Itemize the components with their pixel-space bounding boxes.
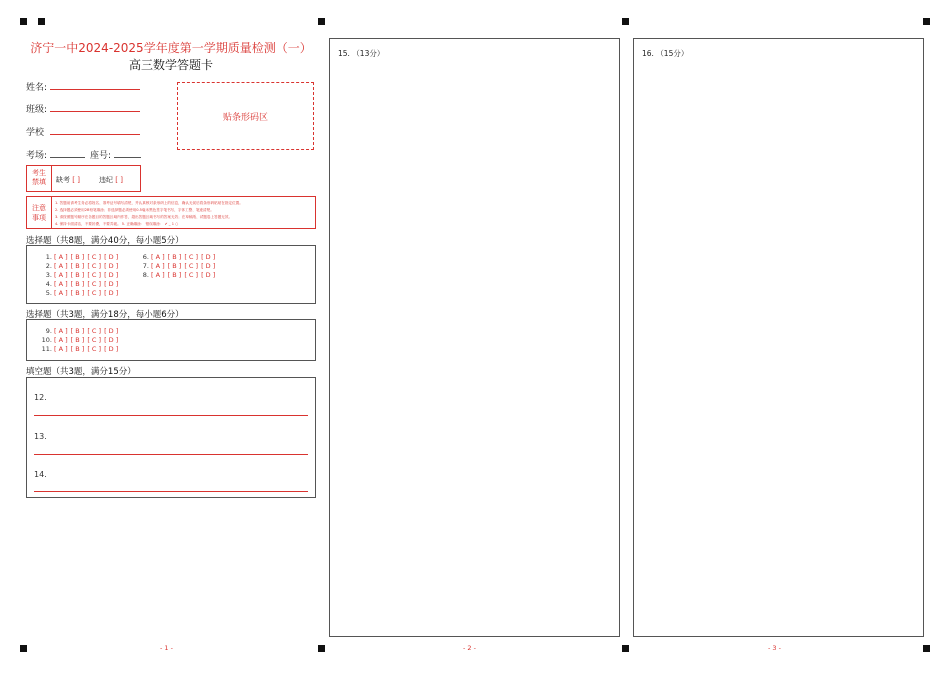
question-row: 8. [ A ] [ B ] [ C ] [ D ]	[142, 271, 216, 279]
barcode-area	[177, 82, 314, 150]
absent-label: 缺考	[56, 176, 70, 184]
registration-mark	[622, 645, 629, 652]
option-c[interactable]: [ C ]	[184, 262, 199, 270]
page-number-2: - 2 -	[463, 644, 476, 652]
option-c[interactable]: [ C ]	[87, 280, 102, 288]
class-label: 班级:	[26, 105, 48, 115]
choice-section-1-title: 选择题（共8题，满分40分，每小题5分）	[26, 236, 184, 246]
notice-label: 注意事项	[32, 204, 46, 222]
seat-field[interactable]	[114, 157, 141, 158]
notice-divider	[51, 197, 52, 228]
violation-label: 违纪	[99, 176, 113, 184]
choice-section-2-box	[26, 319, 316, 361]
option-d[interactable]: [ D ]	[201, 262, 216, 270]
option-a[interactable]: [ A ]	[151, 271, 165, 279]
name-label: 姓名:	[26, 83, 48, 93]
fill-question-number: 13.	[34, 432, 47, 441]
option-c[interactable]: [ C ]	[87, 345, 102, 353]
option-c[interactable]: [ C ]	[87, 262, 102, 270]
option-d[interactable]: [ D ]	[104, 336, 119, 344]
option-c[interactable]: [ C ]	[184, 271, 199, 279]
question-row: 2. [ A ] [ B ] [ C ] [ D ]	[45, 262, 119, 270]
option-a[interactable]: [ A ]	[54, 262, 68, 270]
answer-panel-15[interactable]	[329, 38, 620, 637]
option-a[interactable]: [ A ]	[54, 327, 68, 335]
exam-room-label: 考场:	[26, 151, 48, 161]
registration-mark	[38, 18, 45, 25]
question-row: 5. [ A ] [ B ] [ C ] [ D ]	[45, 289, 119, 297]
option-c[interactable]: [ C ]	[87, 253, 102, 261]
registration-mark	[20, 18, 27, 25]
question-row: 4. [ A ] [ B ] [ C ] [ D ]	[45, 280, 119, 288]
fill-question-number: 12.	[34, 393, 47, 402]
question-row: 11. [ A ] [ B ] [ C ] [ D ]	[41, 345, 119, 353]
page-number-1: - 1 -	[160, 644, 173, 652]
option-d[interactable]: [ D ]	[201, 253, 216, 261]
option-a[interactable]: [ A ]	[54, 345, 68, 353]
option-c[interactable]: [ C ]	[87, 271, 102, 279]
name-field[interactable]	[50, 89, 140, 90]
absent-checkbox[interactable]: [ ]	[72, 176, 80, 184]
option-d[interactable]: [ D ]	[201, 271, 216, 279]
registration-mark	[318, 645, 325, 652]
option-a[interactable]: [ A ]	[54, 289, 68, 297]
registration-mark	[923, 645, 930, 652]
option-b[interactable]: [ B ]	[167, 253, 182, 261]
option-d[interactable]: [ D ]	[104, 289, 119, 297]
option-b[interactable]: [ B ]	[167, 271, 182, 279]
option-a[interactable]: [ A ]	[54, 336, 68, 344]
option-a[interactable]: [ A ]	[54, 280, 68, 288]
registration-mark	[923, 18, 930, 25]
option-d[interactable]: [ D ]	[104, 327, 119, 335]
question-row: 9. [ A ] [ B ] [ C ] [ D ]	[45, 327, 119, 335]
option-b[interactable]: [ B ]	[167, 262, 182, 270]
option-c[interactable]: [ C ]	[87, 327, 102, 335]
option-d[interactable]: [ D ]	[104, 280, 119, 288]
exam-title: 济宁一中2024-2025学年度第一学期质量检测（一）	[30, 41, 312, 55]
option-a[interactable]: [ A ]	[151, 262, 165, 270]
option-b[interactable]: [ B ]	[70, 253, 85, 261]
notice-line: 2. 选择题必须使用2B铅笔填涂；非选择题必须使用0.5毫米黑色签字笔书写，字体工整、笔迹清楚。	[55, 208, 214, 212]
fill-answer-line-13[interactable]	[34, 454, 308, 455]
option-b[interactable]: [ B ]	[70, 345, 85, 353]
question-16-label: 16. （15分）	[642, 49, 689, 58]
exam-room-field[interactable]	[50, 157, 85, 158]
question-row: 6. [ A ] [ B ] [ C ] [ D ]	[142, 253, 216, 261]
answer-sheet-subtitle: 高三数学答题卡	[128, 58, 213, 72]
notice-text	[55, 200, 243, 228]
question-row: 7. [ A ] [ B ] [ C ] [ D ]	[142, 262, 216, 270]
class-field[interactable]	[50, 111, 140, 112]
question-row: 3. [ A ] [ B ] [ C ] [ D ]	[45, 271, 119, 279]
option-d[interactable]: [ D ]	[104, 253, 119, 261]
notice-line: 3. 请按照题号顺序在各题目的答题区域内作答，超出答题区域书写的答案无效；在草稿纸、试题卷上答题无效。	[55, 215, 233, 219]
answer-panel-16[interactable]	[633, 38, 924, 637]
option-b[interactable]: [ B ]	[70, 336, 85, 344]
fill-question-number: 14.	[34, 470, 47, 479]
status-divider	[51, 166, 52, 191]
fill-section-box	[26, 377, 316, 498]
option-d[interactable]: [ D ]	[104, 262, 119, 270]
seat-label: 座号:	[90, 151, 112, 161]
status-box	[26, 165, 141, 192]
option-b[interactable]: [ B ]	[70, 262, 85, 270]
option-c[interactable]: [ C ]	[184, 253, 199, 261]
option-a[interactable]: [ A ]	[54, 271, 68, 279]
question-row: 1. [ A ] [ B ] [ C ] [ D ]	[45, 253, 119, 261]
page-number-3: - 3 -	[768, 644, 781, 652]
fill-answer-line-12[interactable]	[34, 415, 308, 416]
fill-section-title: 填空题（共3题，满分15分）	[26, 367, 136, 377]
option-b[interactable]: [ B ]	[70, 327, 85, 335]
notice-line: 1. 答题前请考生务必将姓名、准考证号填写清楚，并认真核对条形码上的信息，确认无误后将条形码粘贴在指定位置。	[55, 201, 243, 205]
school-label: 学校	[26, 128, 45, 138]
option-b[interactable]: [ B ]	[70, 271, 85, 279]
notice-line: 4. 保持卡面清洁，不要折叠，不要弄破。 5. 正确填涂： 错误填涂： ✔ _ 1 ○	[55, 222, 179, 226]
absent-option[interactable]	[56, 175, 80, 185]
registration-mark	[20, 645, 27, 652]
option-d[interactable]: [ D ]	[104, 345, 119, 353]
registration-mark	[318, 18, 325, 25]
fill-answer-line-14[interactable]	[34, 491, 308, 492]
question-row: 10. [ A ] [ B ] [ C ] [ D ]	[41, 336, 119, 344]
question-15-label: 15. （13分）	[338, 49, 385, 58]
barcode-label: 贴条形码区	[222, 112, 268, 123]
notice-box	[26, 196, 316, 229]
violation-option[interactable]	[99, 175, 123, 185]
registration-mark	[622, 18, 629, 25]
option-c[interactable]: [ C ]	[87, 336, 102, 344]
school-field[interactable]	[50, 134, 140, 135]
option-d[interactable]: [ D ]	[104, 271, 119, 279]
choice-section-2-title: 选择题（共3题，满分18分，每小题6分）	[26, 310, 184, 320]
option-b[interactable]: [ B ]	[70, 289, 85, 297]
option-b[interactable]: [ B ]	[70, 280, 85, 288]
status-label: 考生禁填	[32, 169, 46, 186]
option-a[interactable]: [ A ]	[151, 253, 165, 261]
violation-checkbox[interactable]: [ ]	[115, 176, 123, 184]
option-c[interactable]: [ C ]	[87, 289, 102, 297]
choice-section-1-box	[26, 245, 316, 304]
option-a[interactable]: [ A ]	[54, 253, 68, 261]
